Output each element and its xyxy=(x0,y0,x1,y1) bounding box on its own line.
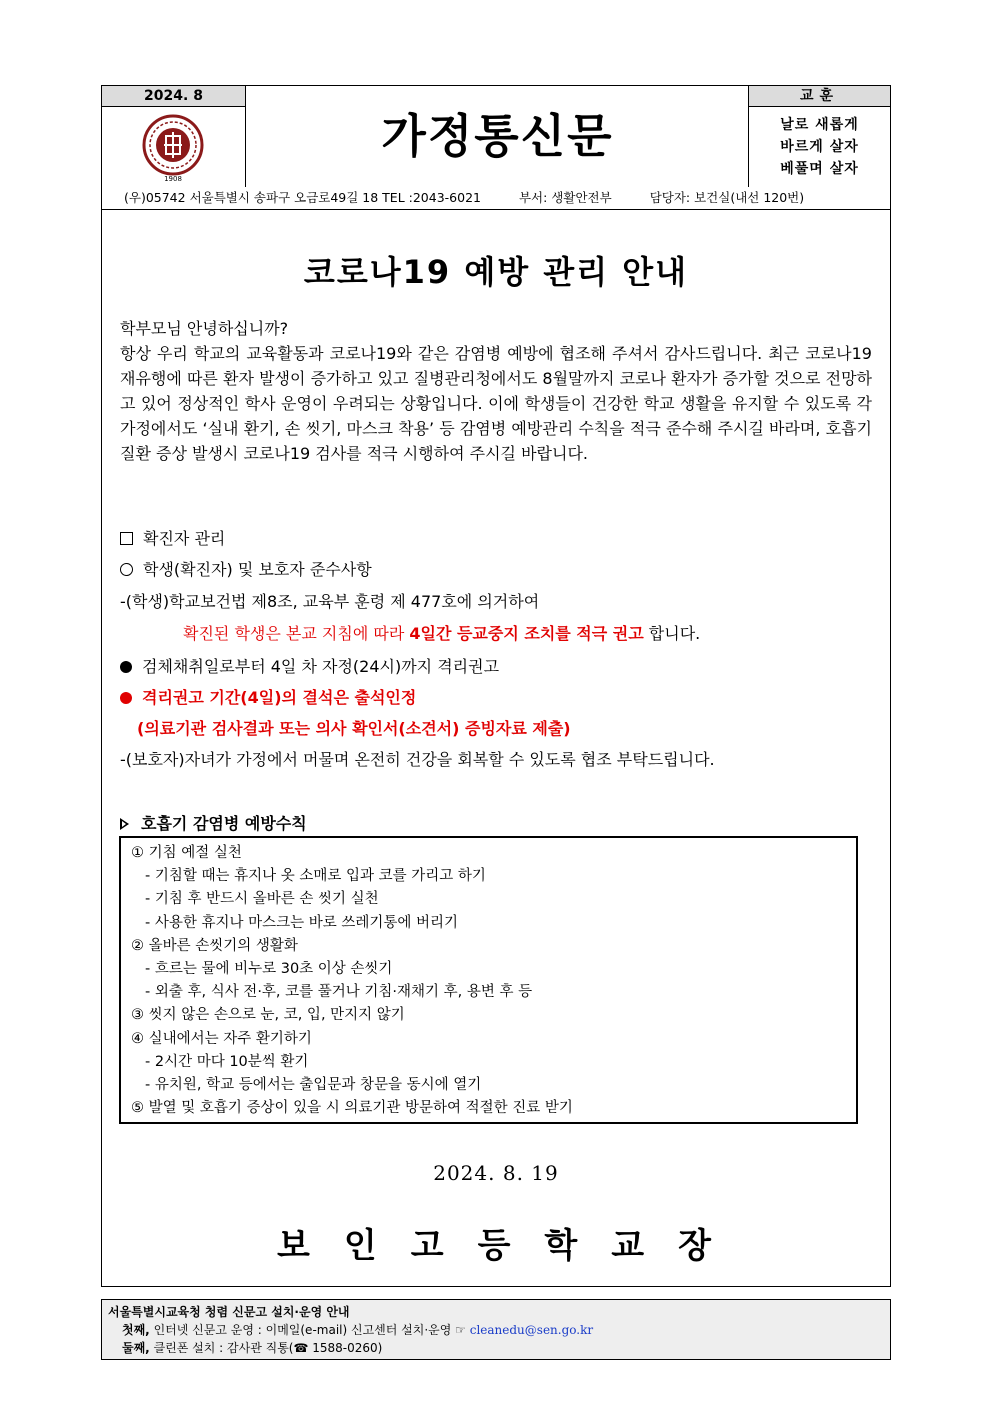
recommendation-text: 확진된 학생은 본교 지침에 따라 xyxy=(183,624,410,643)
motto-line: 바르게 살자 xyxy=(780,139,859,155)
rule-item: ④ 실내에서는 자주 환기하기 xyxy=(131,1030,312,1047)
isolation-bullet: 검체채취일로부터 4일 차 자정(24시)까지 격리권고 xyxy=(120,654,499,677)
department: 부서: 생활안전부 xyxy=(518,190,612,205)
rule-subitem: - 기침할 때는 휴지나 옷 소매로 입과 코를 가리고 하기 xyxy=(145,868,486,885)
school-seal-icon xyxy=(142,114,204,182)
notice-line-2: 둘째, 클린폰 설치 : 감사관 직통(☎ 1588-0260) xyxy=(122,1341,383,1355)
document-title: 코로나19 예방 관리 안내 xyxy=(303,253,689,291)
school-motto xyxy=(748,107,890,188)
newsletter-title: 가정통신문 xyxy=(381,109,614,163)
triangle-bullet-icon xyxy=(120,818,129,830)
address-bar xyxy=(101,187,891,210)
red-dot-icon xyxy=(120,692,132,704)
contact-person: 담당자: 보건실(내선 120번) xyxy=(649,190,805,205)
attendance-bullet: 격리권고 기간(4일)의 결석은 출석인정 xyxy=(120,685,416,708)
rules-heading: 호흡기 감염병 예방수칙 xyxy=(120,811,307,834)
law-reference: -(학생)학교보건법 제8조, 교육부 훈령 제 477호에 의거하여 xyxy=(120,592,540,611)
rule-subitem: - 기침 후 반드시 올바른 손 씻기 실천 xyxy=(145,891,379,908)
school-seal xyxy=(102,107,246,188)
school-address: (우)05742 서울특별시 송파구 오금로49길 18 TEL :2043-6021 xyxy=(124,190,481,205)
prevention-rules-box xyxy=(119,836,858,1124)
rule-item: ③ 씻지 않은 손으로 눈, 코, 입, 만지지 않기 xyxy=(131,1007,405,1024)
rule-item: ① 기침 예절 실천 xyxy=(131,845,242,861)
recommendation xyxy=(183,621,700,644)
greeting: 학부모님 안녕하십니까? xyxy=(120,319,289,338)
guardian-request: -(보호자)자녀가 가정에서 머물며 온전히 건강을 회복할 수 있도록 협조 부탁드립니다. xyxy=(120,750,715,769)
seal-year: 1908 xyxy=(164,175,182,182)
rule-subitem: - 흐르는 물에 비누로 30초 이상 손씻기 xyxy=(145,961,393,978)
black-dot-icon xyxy=(120,661,132,673)
sub-heading: 학생(확진자) 및 보호자 준수사항 xyxy=(120,557,372,580)
rule-subitem: - 2시간 마다 10분씩 환기 xyxy=(145,1053,309,1070)
intro-text xyxy=(120,316,872,466)
rule-item: ② 올바른 손씻기의 생활화 xyxy=(131,937,298,954)
rule-item: ⑤ 발열 및 호흡기 증상이 있을 시 의료기관 방문하여 적절한 진료 받기 xyxy=(131,1100,573,1117)
rule-subitem: - 사용한 휴지나 마스크는 바로 쓰레기통에 버리기 xyxy=(145,914,459,931)
issue-full-date: 2024. 8. 19 xyxy=(433,1161,559,1185)
motto-line: 베풀며 살자 xyxy=(780,161,859,177)
integrity-notice xyxy=(101,1299,891,1360)
section-heading: 확진자 관리 xyxy=(120,526,225,549)
intro-paragraph: 항상 우리 학교의 교육활동과 코로나19와 같은 감염병 예방에 협조해 주셔서 감사드립니다. 최근 코로나19 재유행에 따른 환자 발생이 증가하고 있고 질병관리청에서도 8월말까지 코로나 환자가 증가할 것으로 전망하고 있어 정상적인 학사 운영이 우려되는 상황입니다. 이에 학생들이 건강한 학교 생활을 유지할 수 있도록 각 가정에서도 ‘실내 환기, 손 씻기, 마스크 착용’ 등 감염병 예방관리 수칙을 적극 준수해 주시길 바라며, 호흡기 질환 증상 발생시 코로나19 검사를 적극 시행하여 주시길 바랍니다. xyxy=(120,344,872,463)
motto-heading: 교훈 xyxy=(748,86,890,107)
newsletter-header xyxy=(101,85,891,188)
issue-date: 2024. 8 xyxy=(102,86,246,107)
circle-bullet-icon xyxy=(120,563,133,576)
notice-title: 서울특별시교육청 청렴 신문고 설치·운영 안내 xyxy=(108,1305,350,1319)
principal-signature: 보인고등학교장 xyxy=(277,1226,745,1266)
rule-subitem: - 외출 후, 식사 전·후, 코를 풀거나 기침·재채기 후, 용변 후 등 xyxy=(145,984,533,1001)
email-link[interactable]: cleanedu@sen.go.kr xyxy=(469,1323,594,1337)
motto-line: 날로 새롭게 xyxy=(780,117,859,133)
notice-line-1: 첫째, 인터넷 신문고 운영 : 이메일(e-mail) 신고센터 설치·운영 ☞ cleanedu@sen.go.kr xyxy=(122,1323,594,1337)
recommendation-emphasis: 4일간 등교중지 조치를 적극 권고 xyxy=(409,624,644,643)
recommendation-tail: 합니다. xyxy=(643,624,701,643)
rule-subitem: - 유치원, 학교 등에서는 출입문과 창문을 동시에 열기 xyxy=(145,1077,482,1094)
attendance-evidence: (의료기관 검사결과 또는 의사 확인서(소견서) 증빙자료 제출) xyxy=(137,719,571,738)
square-bullet-icon xyxy=(120,532,133,545)
